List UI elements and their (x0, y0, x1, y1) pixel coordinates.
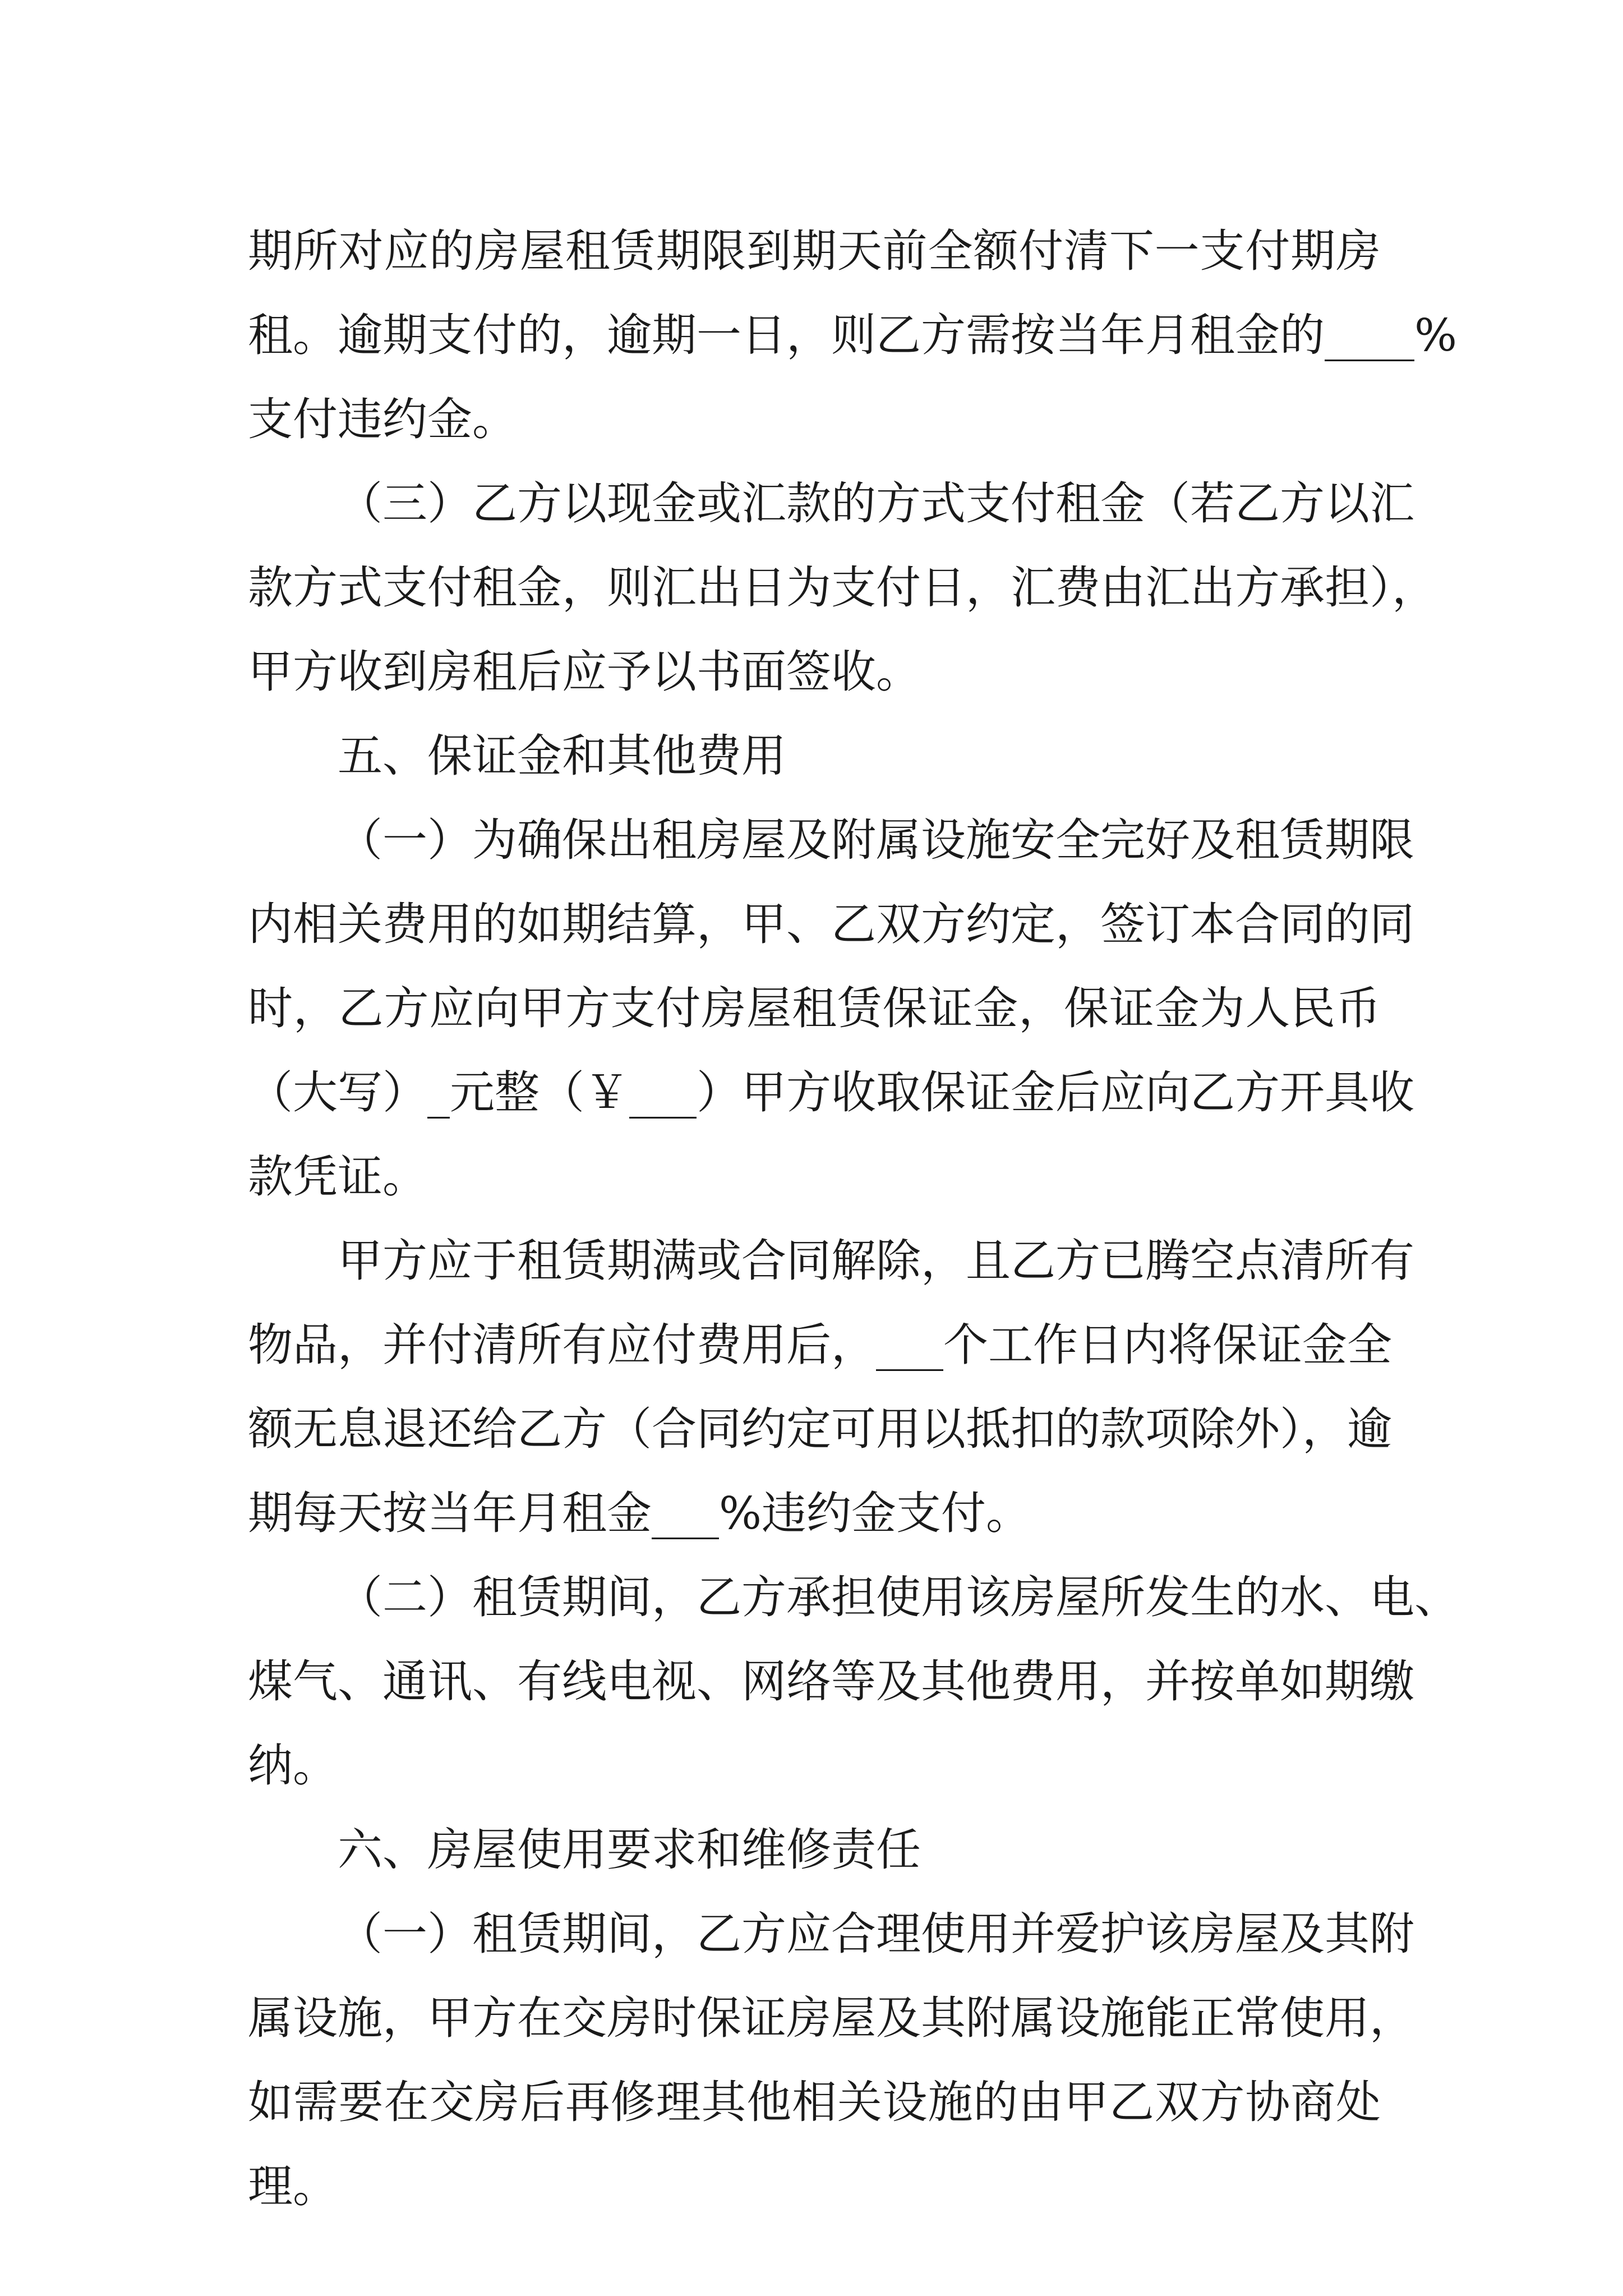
text-line: （三）乙方以现金或汇款的方式支付租金（若乙方以汇 (338, 477, 1414, 530)
text-line: 理。 (248, 2160, 338, 2212)
text-line: 租。逾期支付的，逾期一日，则乙方需按当年月租金的____% (248, 309, 1458, 361)
section-heading: 五、保证金和其他费用 (338, 730, 786, 782)
text-line: 甲方收到房租后应予以书面签收。 (248, 646, 921, 698)
text-line: （二）租赁期间，乙方承担使用该房屋所发生的水、电、 (338, 1571, 1459, 1623)
text-line: （一）为确保出租房屋及附属设施安全完好及租赁期限 (338, 814, 1414, 866)
text-line: 内相关费用的如期结算，甲、乙双方约定，签订本合同的同 (248, 898, 1414, 950)
text-line: 煤气、通讯、有线电视、网络等及其他费用，并按单如期缴 (248, 1655, 1414, 1708)
text-line: 额无息退还给乙方（合同约定可用以抵扣的款项除外），逾 (248, 1403, 1392, 1455)
text-line: 时，乙方应向甲方支付房屋租赁保证金，保证金为人民币 (248, 982, 1381, 1034)
text-line: 期所对应的房屋租赁期限到期天前全额付清下一支付期房 (248, 225, 1381, 277)
text-line: 属设施，甲方在交房时保证房屋及其附属设施能正常使用， (248, 1992, 1414, 2044)
text-line: 款方式支付租金，则汇出日为支付日，汇费由汇出方承担）， (248, 562, 1437, 614)
text-line: 纳。 (248, 1740, 338, 1792)
text-line: 款凭证。 (248, 1151, 427, 1203)
text-line: 如需要在交房后再修理其他相关设施的由甲乙双方协商处 (248, 2076, 1381, 2128)
text-line: 甲方应于租赁期满或合同解除，且乙方已腾空点清所有 (338, 1235, 1414, 1287)
text-line: （一）租赁期间，乙方应合理使用并爱护该房屋及其附 (338, 1908, 1414, 1960)
text-line: 支付违约金。 (248, 393, 517, 445)
text-line: 期每天按当年月租金___%违约金支付。 (248, 1487, 1031, 1539)
section-heading: 六、房屋使用要求和维修责任 (338, 1824, 921, 1876)
text-line: 物品，并付清所有应付费用后，___个工作日内将保证金全 (248, 1319, 1392, 1371)
text-line: （大写）_元整（￥___）甲方收取保证金后应向乙方开具收 (248, 1066, 1414, 1119)
